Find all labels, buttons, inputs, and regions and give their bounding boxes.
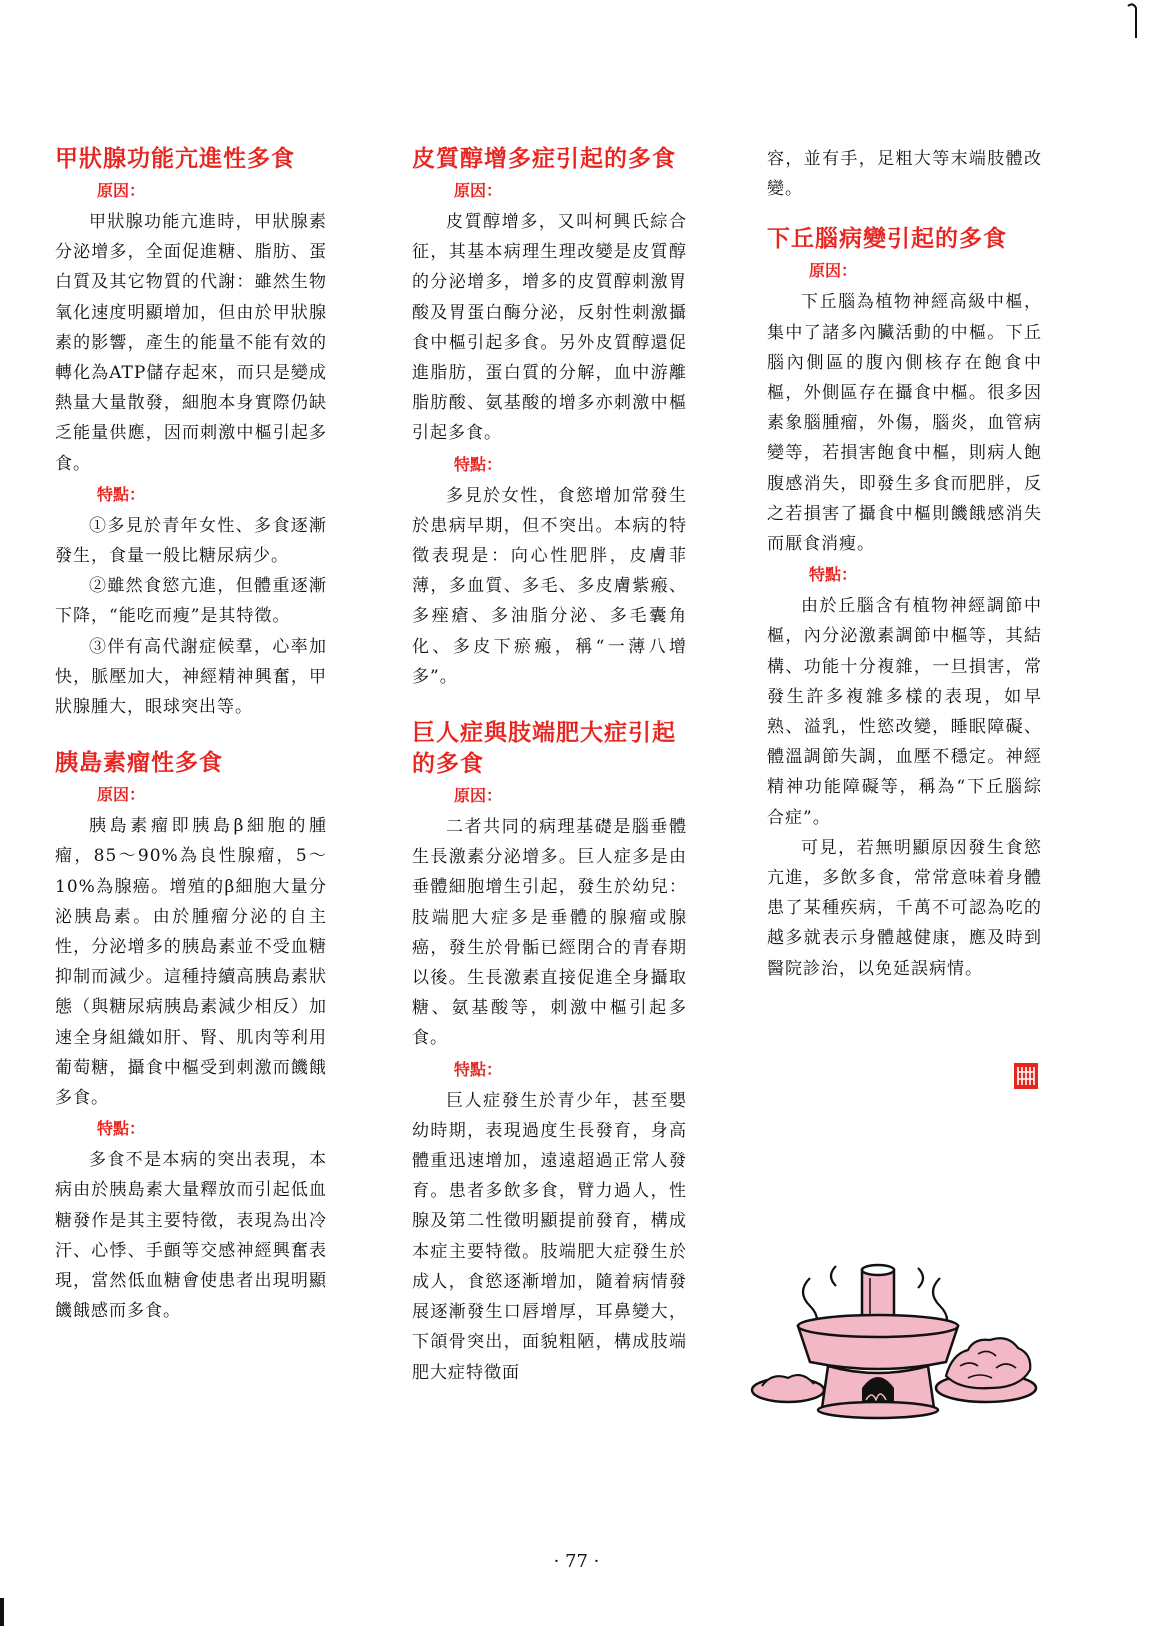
feature-paragraph: ①多見於青年女性、多食逐漸發生，食量一般比糖尿病少。: [55, 515, 327, 567]
closing-paragraph: 可見，若無明顯原因發生食慾亢進，多飲多食，常常意味着身體患了某種疾病，千萬不可認為吃的越多就表示身體越健康，應及時到醫院診治，以免延誤病情。: [767, 837, 1042, 979]
end-mark-icon: [1013, 1062, 1039, 1090]
feature-label: 特點：: [97, 1119, 146, 1139]
feature-label: 特點：: [454, 454, 503, 474]
section-title-hypothalamus: 下丘腦病變引起的多食: [767, 226, 1007, 253]
feature-paragraph: 由於丘腦含有植物神經調節中樞，內分泌激素調節中樞等，其結構、功能十分複雜，一旦損害，常發生許多複雜多樣的表現，如早熟、溢乳，性慾改變，睡眠障礙、體溫調節失調，血壓不穩定。神經精神功能障礙等，稱為“下丘腦綜合症”。: [767, 596, 1042, 828]
cause-paragraph: 皮質醇增多，又叫柯興氏綜合征，其基本病理生理改變是皮質醇的分泌增多，增多的皮質醇刺激胃酸及胃蛋白酶分泌，反射性刺激攝食中樞引起多食。另外皮質醇還促進脂肪，蛋白質的分解，血中游離脂肪酸、氨基酸的增多亦刺激中樞引起多食。: [412, 212, 687, 444]
cause-label: 原因：: [454, 786, 503, 806]
feature-paragraph: ③伴有高代謝症候羣，心率加快，脈壓加大，神經精神興奮，甲狀腺腫大，眼球突出等。: [55, 636, 327, 718]
feature-paragraph: 巨人症發生於青少年，甚至嬰幼時期，表現過度生長發育，身高體重迅速增加，遠遠超過正常人發育。患者多飲多食，臂力過人，性腺及第二性徵明顯提前發育，構成本症主要特徵。肢端肥大症發生於成人，食慾逐漸增加，隨着病情發展逐漸發生口唇增厚，耳鼻變大，下頜骨突出，面貌粗陋，構成肢端肥大症特徵面: [412, 1090, 687, 1383]
section-title-insulinoma: 胰島素瘤性多食: [55, 750, 223, 777]
column-1: [55, 144, 327, 1327]
cause-label: 原因：: [97, 785, 146, 805]
hotpot-illustration: [750, 1248, 1045, 1428]
corner-mark-icon: [1125, 0, 1139, 40]
cause-paragraph: 下丘腦為植物神經高級中樞，集中了諸多內臟活動的中樞。下丘腦內側區的腹內側核存在飽食中樞，外側區存在攝食中樞。很多因素象腦腫瘤，外傷，腦炎，血管病變等，若損害飽食中樞，則病人飽腹感消失，即發生多食而肥胖，反之若損害了攝食中樞則饑餓感消失而厭食消瘦。: [767, 292, 1042, 555]
page-number: · 77 ·: [553, 1551, 600, 1572]
cause-label: 原因：: [97, 181, 146, 200]
feature-paragraph: 多食不是本病的突出表現，本病由於胰島素大量釋放而引起低血糖發作是其主要特徵，表現為出冷汗、心悸、手顫等交感神經興奮表現，當然低血糖會使患者出現明顯饑餓感而多食。: [55, 1150, 327, 1322]
feature-paragraph: ②雖然食慾亢進，但體重逐漸下降，“能吃而瘦”是其特徵。: [55, 576, 327, 627]
cause-paragraph: 胰島素瘤即胰島β細胞的腫瘤，85～90%為良性腺瘤，5～10%為腺癌。增殖的β細胞大量分泌胰島素。由於腫瘤分泌的自主性，分泌增多的胰島素並不受血糖抑制而減少。這種持續高胰島素狀態（與糖尿病胰島素減少相反）加速全身組織如肝、腎、肌肉等利用葡萄糖，攝食中樞受到刺激而饑餓多食。: [55, 816, 327, 1109]
edge-mark: [0, 1598, 4, 1626]
feature-label: 特點：: [809, 565, 858, 585]
section-title-gigantism: 巨人症與肢端肥大症引起的多食: [412, 720, 676, 778]
cause-paragraph: 二者共同的病理基礎是腦垂體生長激素分泌增多。巨人症多是由垂體細胞增生引起，發生於幼兒：肢端肥大症多是垂體的腺瘤或腺癌，發生於骨骺已經閉合的青春期以後。生長激素直接促進全身攝取糖、氨基酸等，刺激中樞引起多食。: [412, 817, 687, 1049]
column-3: [767, 144, 1042, 984]
column-2: [412, 144, 687, 1388]
cause-paragraph: 甲狀腺功能亢進時，甲狀腺素分泌增多，全面促進糖、脂肪、蛋白質及其它物質的代謝：雖然生物氧化速度明顯增加，但由於甲狀腺素的影響，產生的能量不能有效的轉化為ATP儲存起來，而只是變成熱量大量散發，細胞本身實際仍缺乏能量供應，因而刺激中樞引起多食。: [55, 212, 327, 474]
continued-paragraph: 容，並有手，足粗大等末端肢體改變。: [767, 149, 1042, 200]
cause-label: 原因：: [454, 181, 503, 200]
feature-paragraph: 多見於女性，食慾增加常發生於患病早期，但不突出。本病的特徵表現是：向心性肥胖，皮膚菲薄，多血質、多毛、多皮膚紫瘢、多痤瘡、多油脂分泌、多毛囊角化、多皮下瘀瘢，稱“一薄八增多”。: [412, 485, 687, 687]
feature-label: 特點：: [97, 484, 146, 504]
cause-label: 原因：: [809, 261, 858, 281]
section-title-cortisol: 皮質醇增多症引起的多食: [412, 146, 676, 172]
feature-label: 特點：: [454, 1059, 503, 1079]
section-title-hyperthyroid: 甲狀腺功能亢進性多食: [55, 146, 295, 172]
